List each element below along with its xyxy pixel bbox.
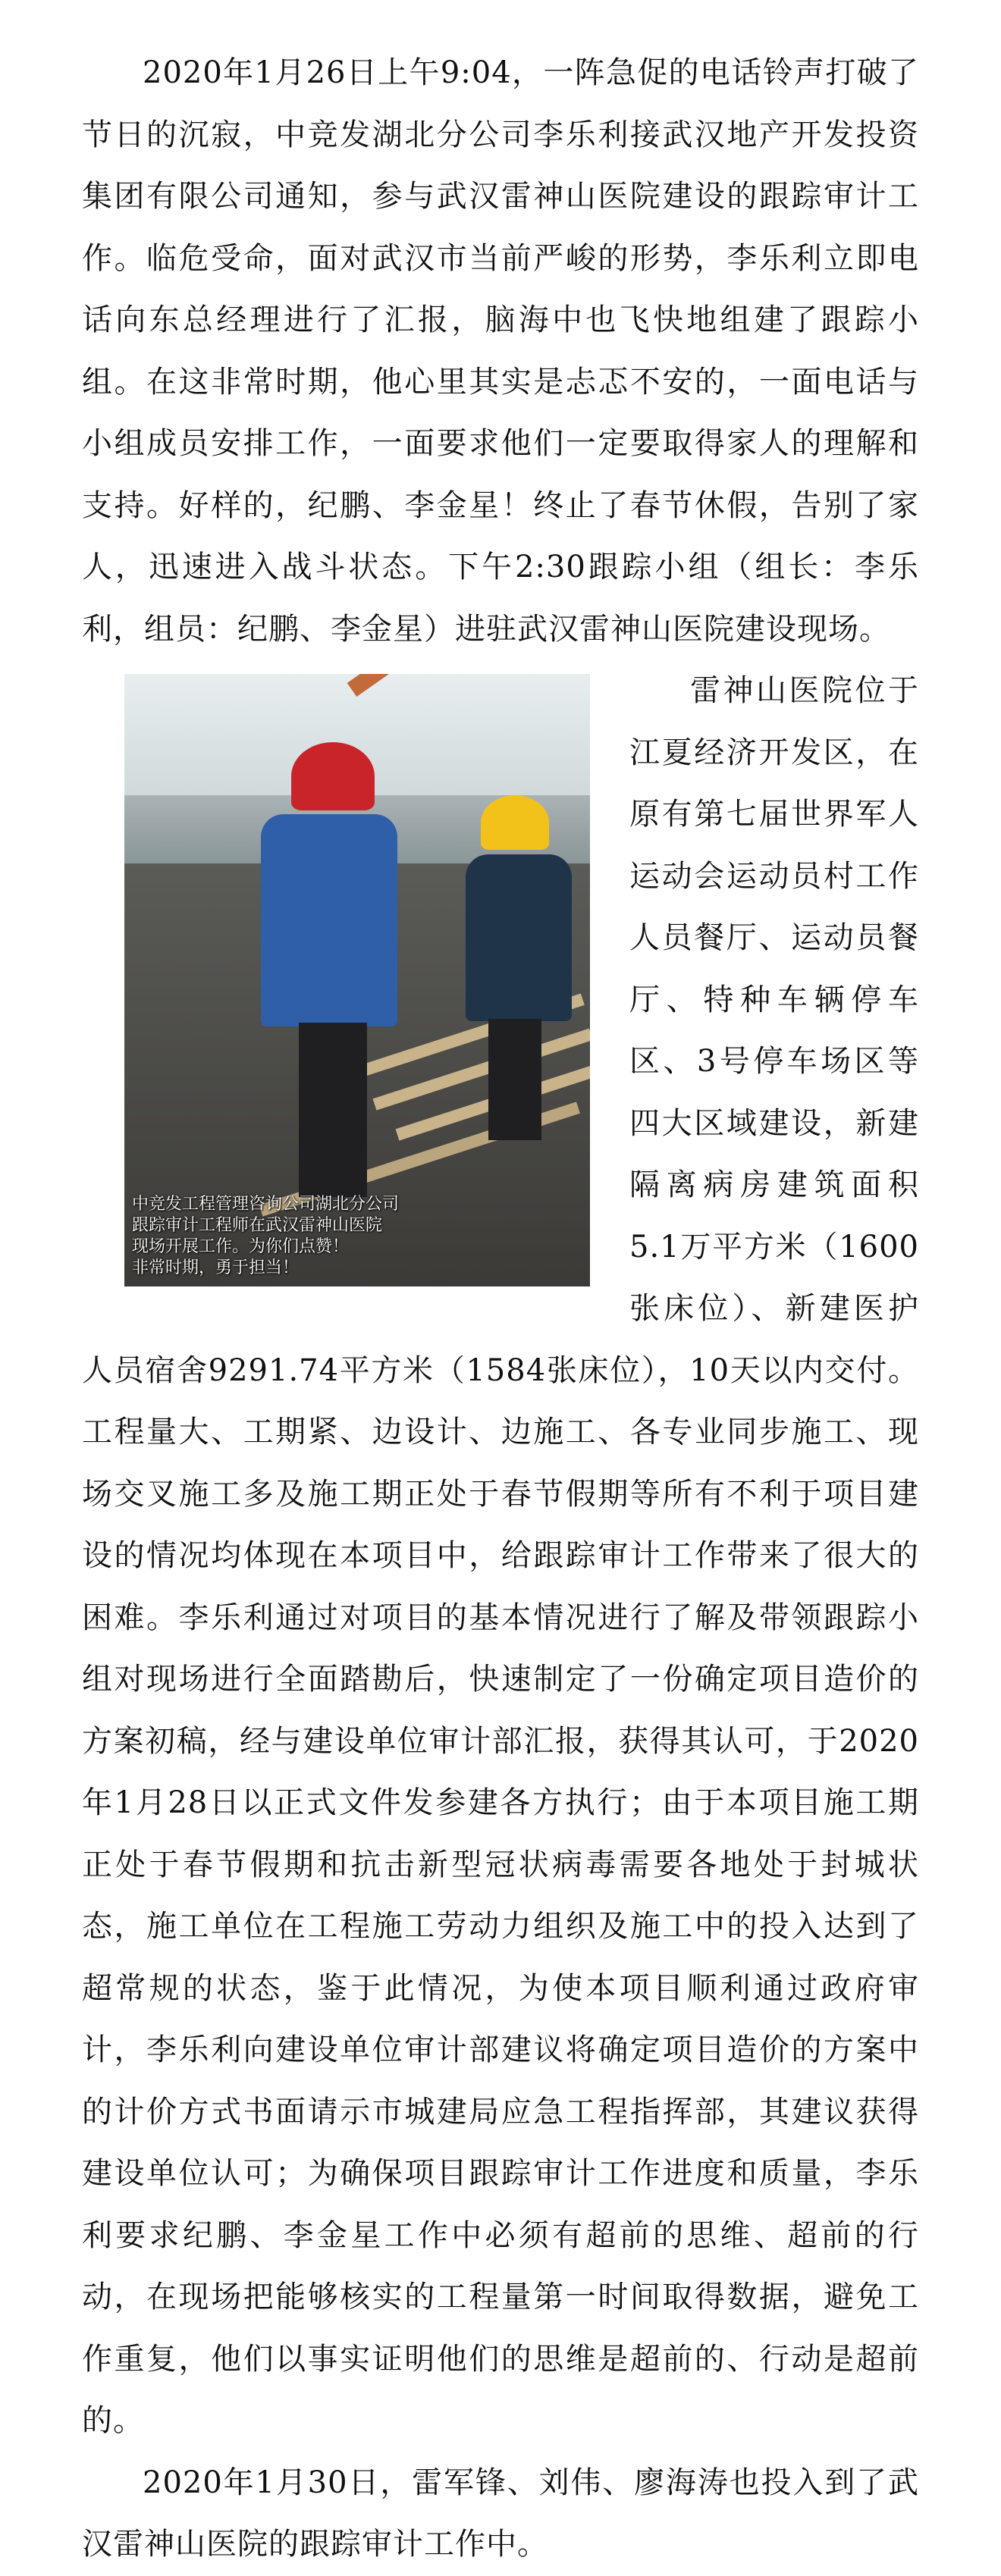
worker-left-legs — [299, 1023, 367, 1197]
caption-line: 非常时期，勇于担当！ — [132, 1258, 300, 1277]
worker-right-jacket — [466, 854, 572, 1021]
paragraph-3: 2020年1月30日，雷军锋、刘伟、廖海涛也投入到了武汉雷神山医院的跟踪审计工作中。 — [82, 2465, 919, 2562]
photo-caption — [132, 1194, 450, 1279]
red-helmet-icon — [291, 742, 375, 810]
paragraph-1: 2020年1月26日上午9:04，一阵急促的电话铃声打破了节日的沉寂，中竞发湖北分公司李乐利接武汉地产开发投资集团有限公司通知，参与武汉雷神山医院建设的跟踪审计工作。临危受命，面对武汉市当前严峻的形势，李乐利立即电话向东总经理进行了汇报，脑海中也飞快地组建了跟踪小组。在这非常时期，他心里其实是忐忑不安的，一面电话与小组成员安排工作，一面要求他们一定要取得家人的理解和支持。好样的，纪鹏、李金星！终止了春节休假，告别了家人，迅速进入战斗状态。下午2:30跟踪小组（组长：李乐利，组员：纪鹏、李金星）进驻武汉雷神山医院建设现场。 — [82, 55, 919, 647]
site-photo — [124, 674, 590, 1286]
yellow-helmet-icon — [481, 795, 549, 850]
worker-left-jacket — [261, 814, 397, 1026]
paragraph-2: 雷神山医院位于江夏经济开发区，在原有第七届世界军人运动会运动员村工作人员餐厅、运动员餐厅、特种车辆停车区、3号停车场区等四大区域建设，新建隔离病房建筑面积5.1万平方米（1600张床位）、新建医护人员宿舍9291.74平方米（1584张床位），10天以内交付。工程量大、工期紧、边设计、边施工、各专业同步施工、现场交叉施工多及施工期正处于春节假期等所有不利于项目建设的情况均体现在本项目中，给跟踪审计工作带来了很大的困难。李乐利通过对项目的基本情况进行了解及带领跟踪小组对现场进行全面踏勘后，快速制定了一份确定项目造价的方案初稿，经与建设单位审计部汇报，获得其认可，于2020年1月28日以正式文件发参建各方执行；由于本项目施工期正处于春节假期和抗击新型冠状病毒需要各地处于封城状态，施工单位在工程施工劳动力组织及施工中的投入达到了超常规的状态，鉴于此情况，为使本项目顺利通过政府审计，李乐利向建设单位审计部建议将确定项目造价的方案中的计价方式书面请示市城建局应急工程指挥部，其建议获得建设单位认可；为确保项目跟踪审计工作进度和质量，李乐利要求纪鹏、李金星工作中必须有超前的思维、超前的行动，在现场把能够核实的工程量第一时间取得数据，避免工作重复，他们以事实证明他们的思维是超前的、行动是超前的。 — [82, 673, 919, 2438]
caption-line: 现场开展工作。为你们点赞！ — [132, 1237, 350, 1256]
document-page — [82, 42, 919, 2576]
caption-line: 中竞发工程管理咨询公司湖北分公司 — [132, 1195, 400, 1214]
caption-line: 跟踪审计工程师在武汉雷神山医院 — [132, 1216, 383, 1235]
worker-right-legs — [488, 1019, 541, 1140]
worker-right — [450, 795, 579, 1144]
worker-left — [215, 742, 382, 1197]
